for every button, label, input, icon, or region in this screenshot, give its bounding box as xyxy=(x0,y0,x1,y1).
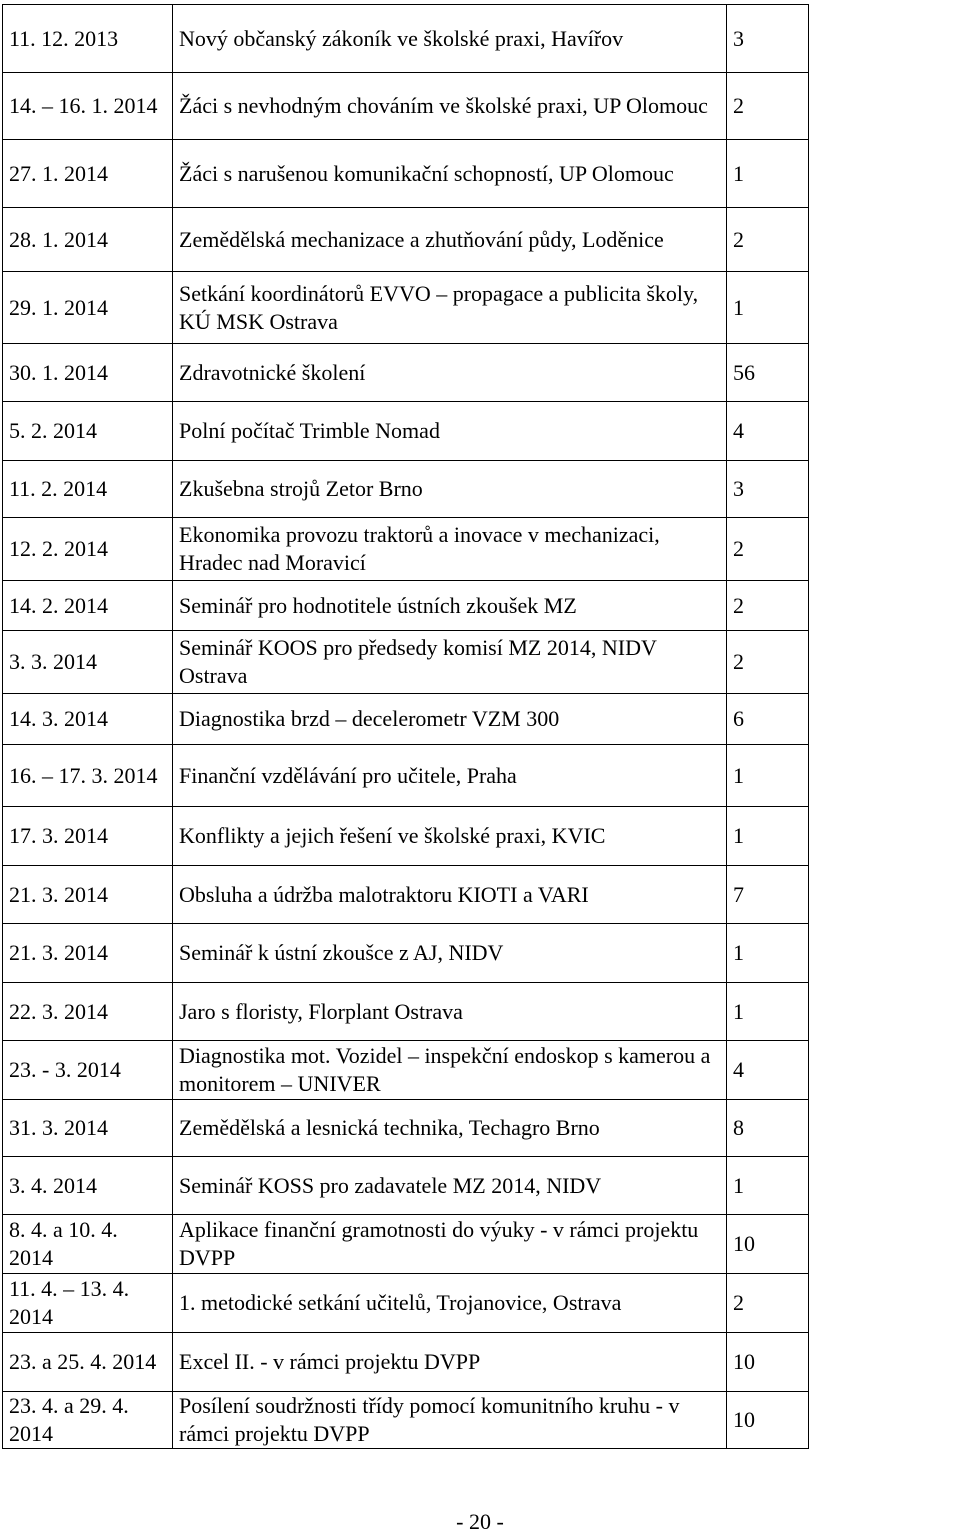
row-date: 23. - 3. 2014 xyxy=(3,1041,173,1100)
row-description: Nový občanský zákoník ve školské praxi, Havířov xyxy=(173,5,727,73)
row-count: 2 xyxy=(727,1274,809,1333)
table-row xyxy=(3,1392,809,1449)
row-description: Ekonomika provozu traktorů a inovace v mechanizaci, Hradec nad Moravicí xyxy=(173,518,727,581)
row-description: Seminář KOOS pro předsedy komisí MZ 2014, NIDV Ostrava xyxy=(173,631,727,694)
row-count: 3 xyxy=(727,461,809,518)
row-date: 22. 3. 2014 xyxy=(3,983,173,1041)
row-date: 23. 4. a 29. 4. 2014 xyxy=(3,1392,173,1449)
row-description: Setkání koordinátorů EVVO – propagace a publicita školy, KÚ MSK Ostrava xyxy=(173,272,727,344)
row-count: 7 xyxy=(727,866,809,924)
row-date: 14. – 16. 1. 2014 xyxy=(3,73,173,140)
row-date: 27. 1. 2014 xyxy=(3,140,173,208)
row-count: 3 xyxy=(727,5,809,73)
row-count: 2 xyxy=(727,73,809,140)
row-description: Excel II. - v rámci projektu DVPP xyxy=(173,1333,727,1392)
row-date: 30. 1. 2014 xyxy=(3,344,173,402)
table-row xyxy=(3,694,809,745)
table-row xyxy=(3,73,809,140)
row-description: Obsluha a údržba malotraktoru KIOTI a VARI xyxy=(173,866,727,924)
row-date: 29. 1. 2014 xyxy=(3,272,173,344)
row-description: Posílení soudržnosti třídy pomocí komunitního kruhu - v rámci projektu DVPP xyxy=(173,1392,727,1449)
table-row xyxy=(3,1215,809,1274)
row-date: 8. 4. a 10. 4. 2014 xyxy=(3,1215,173,1274)
table-row xyxy=(3,140,809,208)
table-row xyxy=(3,272,809,344)
table-row xyxy=(3,1041,809,1100)
row-count: 1 xyxy=(727,1157,809,1215)
table-row xyxy=(3,1100,809,1157)
table-row xyxy=(3,1157,809,1215)
row-count: 1 xyxy=(727,924,809,983)
row-count: 1 xyxy=(727,807,809,866)
row-count: 6 xyxy=(727,694,809,745)
row-count: 2 xyxy=(727,518,809,581)
table-row xyxy=(3,581,809,631)
row-count: 2 xyxy=(727,581,809,631)
row-description: Jaro s floristy, Florplant Ostrava xyxy=(173,983,727,1041)
table-row xyxy=(3,866,809,924)
row-description: 1. metodické setkání učitelů, Trojanovice, Ostrava xyxy=(173,1274,727,1333)
row-date: 21. 3. 2014 xyxy=(3,866,173,924)
table-row xyxy=(3,518,809,581)
row-date: 11. 4. – 13. 4. 2014 xyxy=(3,1274,173,1333)
table-row xyxy=(3,1274,809,1333)
table-row xyxy=(3,5,809,73)
row-description: Zemědělská mechanizace a zhutňování půdy, Loděnice xyxy=(173,208,727,272)
row-date: 5. 2. 2014 xyxy=(3,402,173,461)
row-date: 3. 4. 2014 xyxy=(3,1157,173,1215)
row-count: 2 xyxy=(727,208,809,272)
row-description: Zkušebna strojů Zetor Brno xyxy=(173,461,727,518)
table-row xyxy=(3,745,809,807)
row-count: 10 xyxy=(727,1215,809,1274)
row-description: Zemědělská a lesnická technika, Techagro Brno xyxy=(173,1100,727,1157)
row-date: 11. 2. 2014 xyxy=(3,461,173,518)
table-row xyxy=(3,344,809,402)
row-description: Finanční vzdělávání pro učitele, Praha xyxy=(173,745,727,807)
row-date: 12. 2. 2014 xyxy=(3,518,173,581)
table-row xyxy=(3,631,809,694)
table-row xyxy=(3,1333,809,1392)
table-row xyxy=(3,461,809,518)
row-count: 2 xyxy=(727,631,809,694)
row-count: 1 xyxy=(727,140,809,208)
row-count: 4 xyxy=(727,402,809,461)
row-date: 21. 3. 2014 xyxy=(3,924,173,983)
row-description: Diagnostika mot. Vozidel – inspekční endoskop s kamerou a monitorem – UNIVER xyxy=(173,1041,727,1100)
row-description: Seminář KOSS pro zadavatele MZ 2014, NIDV xyxy=(173,1157,727,1215)
row-description: Zdravotnické školení xyxy=(173,344,727,402)
row-date: 14. 3. 2014 xyxy=(3,694,173,745)
row-count: 1 xyxy=(727,272,809,344)
table-row xyxy=(3,208,809,272)
row-date: 11. 12. 2013 xyxy=(3,5,173,73)
table-row xyxy=(3,983,809,1041)
row-date: 28. 1. 2014 xyxy=(3,208,173,272)
row-description: Diagnostika brzd – decelerometr VZM 300 xyxy=(173,694,727,745)
row-count: 10 xyxy=(727,1392,809,1449)
table-row xyxy=(3,807,809,866)
table-row xyxy=(3,402,809,461)
row-count: 4 xyxy=(727,1041,809,1100)
row-date: 17. 3. 2014 xyxy=(3,807,173,866)
row-count: 56 xyxy=(727,344,809,402)
page-number: - 20 - xyxy=(456,1509,504,1534)
row-date: 23. a 25. 4. 2014 xyxy=(3,1333,173,1392)
row-date: 16. – 17. 3. 2014 xyxy=(3,745,173,807)
row-description: Seminář k ústní zkoušce z AJ, NIDV xyxy=(173,924,727,983)
row-description: Žáci s narušenou komunikační schopností, UP Olomouc xyxy=(173,140,727,208)
row-date: 31. 3. 2014 xyxy=(3,1100,173,1157)
row-description: Polní počítač Trimble Nomad xyxy=(173,402,727,461)
row-count: 10 xyxy=(727,1333,809,1392)
row-description: Aplikace finanční gramotnosti do výuky - v rámci projektu DVPP xyxy=(173,1215,727,1274)
row-description: Konflikty a jejich řešení ve školské praxi, KVIC xyxy=(173,807,727,866)
row-count: 1 xyxy=(727,745,809,807)
table-row xyxy=(3,924,809,983)
training-table xyxy=(2,4,809,1449)
row-count: 8 xyxy=(727,1100,809,1157)
row-date: 3. 3. 2014 xyxy=(3,631,173,694)
row-description: Seminář pro hodnotitele ústních zkoušek MZ xyxy=(173,581,727,631)
row-count: 1 xyxy=(727,983,809,1041)
row-date: 14. 2. 2014 xyxy=(3,581,173,631)
row-description: Žáci s nevhodným chováním ve školské praxi, UP Olomouc xyxy=(173,73,727,140)
